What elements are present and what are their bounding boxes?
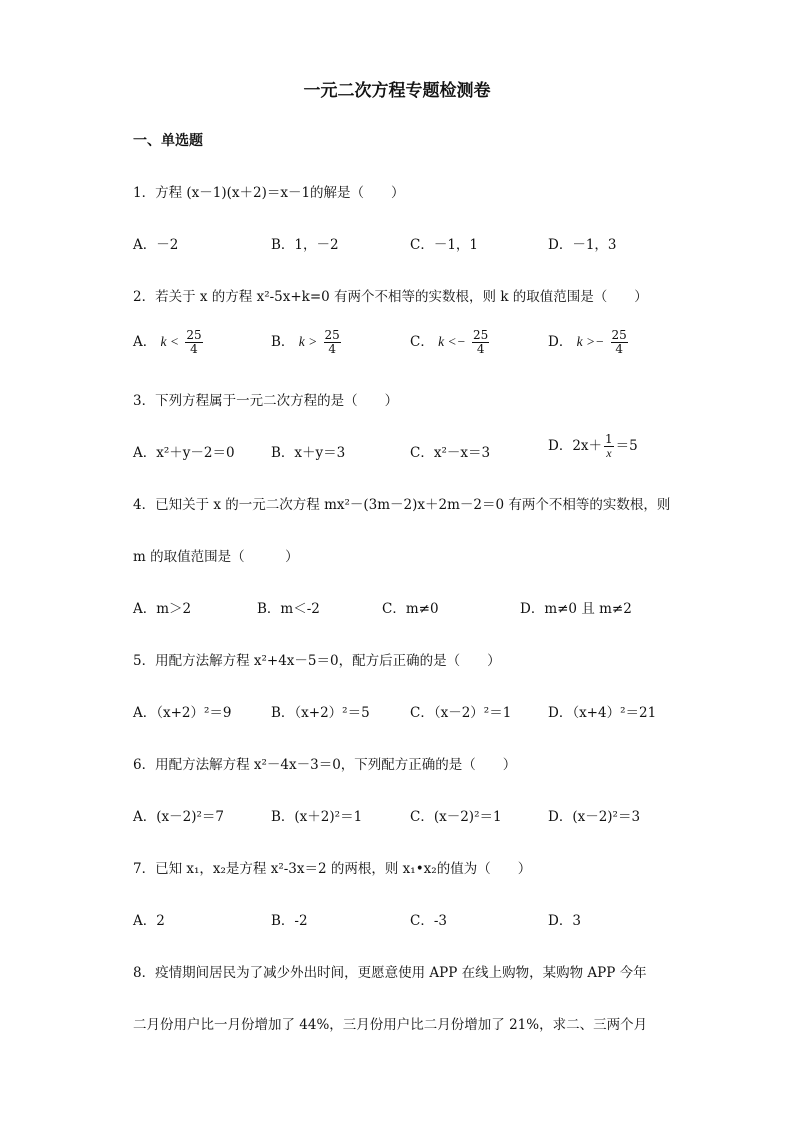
question-4-line-1: 4．已知关于 x 的一元二次方程 mx²－(3m－2)x＋2m－2＝0 有两个不相等的实数根，则 bbox=[133, 497, 671, 513]
q6-option-c: C．(x－2)²＝1 bbox=[410, 809, 502, 825]
q6-option-b: B．(x＋2)²＝1 bbox=[271, 809, 363, 825]
q1-option-b: B．1，－2 bbox=[271, 237, 339, 253]
fraction-numerator: 25 bbox=[611, 328, 627, 342]
fraction bbox=[472, 329, 489, 356]
question-5: 5．用配方法解方程 x²+4x－5＝0，配方后正确的是（ ） bbox=[133, 653, 501, 669]
q1-option-d: D．－1，3 bbox=[548, 237, 617, 253]
question-3: 3．下列方程属于一元二次方程的是（ ） bbox=[133, 393, 399, 409]
q4-option-b: B．m＜-2 bbox=[257, 601, 320, 617]
q3-option-a: A．x²＋y－2＝0 bbox=[133, 445, 235, 461]
question-8-line-2: 二月份用户比一月份增加了 44%，三月份用户比二月份增加了 21%，求二、三两个月 bbox=[133, 1017, 648, 1033]
q3-option-c: C．x²－x＝3 bbox=[410, 445, 491, 461]
section-heading: 一、单选题 bbox=[133, 133, 203, 149]
question-8-line-1: 8．疫情期间居民为了减少外出时间，更愿意使用 APP 在线上购物，某购物 APP 今年 bbox=[133, 965, 647, 981]
question-7: 7．已知 x₁，x₂是方程 x²-3x＝2 的两根，则 x₁•x₂的值为（ ） bbox=[133, 861, 532, 877]
q7-option-b: B．-2 bbox=[271, 913, 308, 929]
option-letter: B． bbox=[271, 334, 295, 350]
q6-option-a: A．(x－2)²＝7 bbox=[133, 809, 224, 825]
option-letter: A． bbox=[133, 334, 157, 350]
fraction-denominator: 4 bbox=[190, 342, 198, 356]
q5-option-d: D．（x+4）²＝21 bbox=[548, 705, 657, 721]
q2-option-a bbox=[133, 329, 205, 356]
q7-option-a: A．2 bbox=[133, 913, 165, 929]
q2-option-b bbox=[271, 329, 343, 356]
option-letter: C． bbox=[410, 334, 434, 350]
option-text: ＝5 bbox=[615, 438, 638, 454]
fraction-denominator: 4 bbox=[615, 342, 623, 356]
q5-option-b: B．（x+2）²＝5 bbox=[271, 705, 370, 721]
q6-option-d: D．(x－2)²＝3 bbox=[548, 809, 641, 825]
q7-option-c: C．-3 bbox=[410, 913, 447, 929]
q5-option-c: C．（x－2）²＝1 bbox=[410, 705, 512, 721]
question-1: 1．方程 (x－1)(x＋2)＝x－1的解是（ ） bbox=[133, 185, 405, 201]
fraction-denominator: 4 bbox=[476, 342, 485, 356]
q4-option-c: C．m≠0 bbox=[382, 601, 439, 617]
fraction-denominator: 4 bbox=[328, 342, 336, 356]
q2-option-c bbox=[410, 329, 491, 356]
fraction bbox=[604, 433, 614, 460]
page-title: 一元二次方程专题检测卷 bbox=[303, 81, 491, 101]
option-letter: D． bbox=[548, 334, 573, 350]
q1-option-a: A．－2 bbox=[133, 237, 179, 253]
q7-option-d: D．3 bbox=[548, 913, 581, 929]
q4-option-a: A．m＞2 bbox=[133, 601, 192, 617]
option-lhs: k > bbox=[298, 334, 318, 349]
fraction bbox=[324, 329, 341, 356]
question-6: 6．用配方法解方程 x²－4x－3＝0，下列配方正确的是（ ） bbox=[133, 757, 517, 773]
option-lhs: k <− bbox=[438, 334, 466, 349]
fraction-denominator: x bbox=[606, 446, 612, 460]
q4-option-d: D．m≠0 且 m≠2 bbox=[520, 601, 632, 617]
q1-option-c: C．－1，1 bbox=[410, 237, 479, 253]
q2-option-d bbox=[548, 329, 630, 356]
q3-option-d bbox=[548, 433, 638, 460]
fraction bbox=[611, 329, 628, 356]
fraction-numerator: 25 bbox=[324, 328, 340, 342]
fraction bbox=[185, 329, 202, 356]
option-lhs: k < bbox=[160, 334, 180, 349]
question-2: 2．若关于 x 的方程 x²-5x+k=0 有两个不相等的实数根，则 k 的取值范围是（ ） bbox=[133, 289, 648, 305]
question-4-line-2: m 的取值范围是（ ） bbox=[133, 549, 299, 565]
fraction-numerator: 25 bbox=[473, 328, 489, 342]
fraction-numerator: 25 bbox=[186, 328, 202, 342]
option-lhs: k >− bbox=[576, 334, 605, 349]
q3-option-b: B．x＋y＝3 bbox=[271, 445, 346, 461]
option-text: D．2x＋ bbox=[548, 438, 603, 454]
q5-option-a: A．（x+2）²＝9 bbox=[133, 705, 232, 721]
fraction-numerator: 1 bbox=[605, 432, 613, 446]
